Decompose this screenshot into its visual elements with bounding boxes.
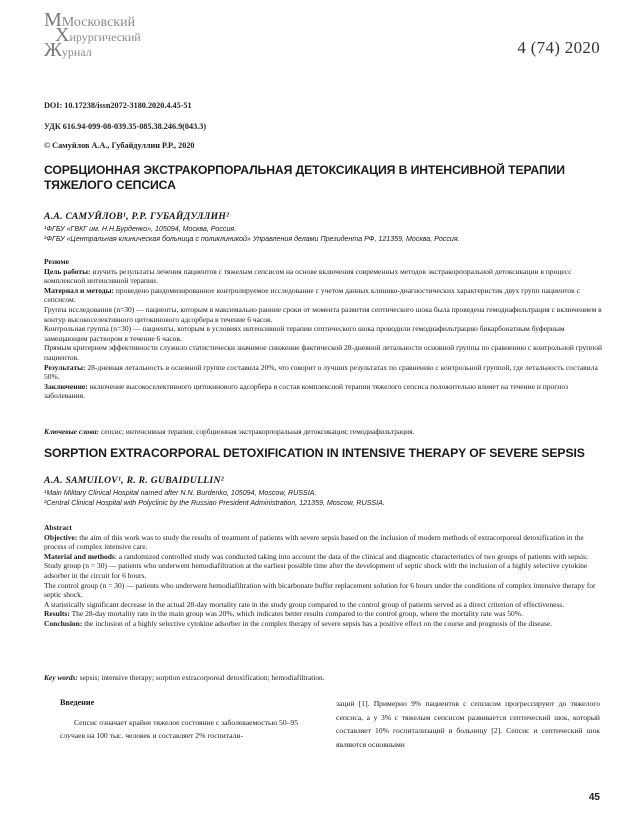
- en-conclusion: the inclusion of a highly selective cytokine adsorber in the complex therapy of severe sepsis has a positive effect on the course and prognosis of the disease.: [82, 618, 553, 628]
- ru-criterion: Прямым критерием эффективности служило статистически значимое снижение фактической 28-дневной летальности основной группы по сравнению с контрольной группой пациентов.: [44, 343, 603, 362]
- right-column: [336, 697, 600, 751]
- logo-letter-m: М: [44, 9, 62, 31]
- en-title-text: SORPTION EXTRACORPORAL DETOXIFICATION IN INTENSIVE THERAPY OF SEVERE SEPSIS: [44, 446, 585, 460]
- en-authors: A.A. SAMUILOV¹, R. R. GUBAIDULLIN²: [44, 475, 224, 486]
- ru-results-label: Результаты:: [44, 362, 86, 372]
- en-results: The 28-day mortality rate in the main group was 20%, which indicates better results compared to the control group, where the mortality rate was 50%.: [69, 609, 523, 619]
- logo-line1: Московский: [61, 15, 136, 30]
- ru-goal-label: Цель работы:: [44, 266, 91, 276]
- logo-line2: ирургический: [69, 30, 141, 44]
- ru-authors: А.А. САМУЙЛОВ¹, Р.Р. ГУБАЙДУЛЛИН²: [44, 211, 230, 222]
- udk: УДК 616.94-099-08-039.35-085.38.246.9(043.3): [44, 122, 207, 131]
- ru-title: [44, 163, 614, 193]
- en-results-label: Results:: [44, 609, 70, 619]
- ru-affiliation-1: ¹ФГБУ «ГВКГ им. Н.Н.Бурденко», 105094, Москва, Россия.: [44, 225, 237, 233]
- ru-conclusion-label: Заключение:: [44, 381, 88, 391]
- left-column: [60, 696, 310, 743]
- en-title: [44, 446, 614, 461]
- en-abstract: [44, 523, 602, 629]
- ru-results: 28-дневная летальность в основной группе составила 20%, что говорит о лучших результатах по сравнению с контрольной группой, где летальность составила 50%.: [44, 362, 598, 382]
- page-number: 45: [588, 792, 600, 803]
- en-methods: : a randomized controlled study was conducted taking into account the data of the clinical and diagnostic characteristics of two groups of patients with sepsis:: [114, 551, 589, 561]
- en-objective-label: Objective:: [44, 532, 78, 542]
- en-criterion: A statistically significant decrease in the actual 28-day mortality rate in the study group compared to the control group of patients served as a direct criterion of effectiveness.: [44, 599, 565, 609]
- en-keywords-text: sepsis; intensive therapy; sorption extracorporeal detoxification; hemodiafiltration.: [77, 673, 325, 682]
- en-keywords: [44, 673, 602, 683]
- logo-letter-kh: Х: [55, 24, 70, 46]
- en-keywords-label: Key words:: [44, 673, 78, 682]
- ru-keywords-label: Ключевые слова:: [44, 427, 99, 436]
- ru-conclusion: включение высокоселективного цитокинового адсорбера в состав комплексной терапии тяжелого сепсиса положительно влияет на течение и прогноз заболевания.: [44, 381, 569, 401]
- doi[interactable]: DOI: 10.17238/issn2072-3180.2020.4.45-51: [44, 101, 192, 110]
- ru-abstract: [44, 257, 602, 401]
- ru-affiliation-2: ²ФГБУ «Центральная клиническая больница с поликлиникой» Управления делами Президента РФ, 121359, Москва, Россия.: [44, 234, 460, 243]
- en-abstract-heading: Abstract: [44, 523, 72, 532]
- en-control-group: The control group (n = 30) — patients who underwent hemodiafiltration with bicarbonate buffer replacement solution for 6 hours under the conditions of complex intensive therapy for septic shock.: [44, 580, 596, 600]
- issue-number: 4 (74) 2020: [517, 38, 600, 57]
- en-methods-label: Material and methods: [44, 551, 115, 561]
- ru-affiliations: [44, 225, 604, 244]
- ru-methods: проведено рандомизированное контролируемое исследование с учетом данных клинико-диагностических характеристик двух групп пациентов с сепсисом.: [44, 285, 580, 305]
- ru-title-line1: СОРБЦИОННАЯ ЭКСТРАКОРПОРАЛЬНАЯ ДЕТОКСИКАЦИЯ В ИНТЕНСИВНОЙ ТЕРАПИИ: [44, 163, 565, 177]
- en-affiliations: [44, 489, 604, 508]
- journal-logo: [44, 9, 141, 61]
- left-column-text: Сепсис означает крайне тяжелое состояние с заболеваемостью 50–95 случаев на 100 тыс. человек и составляет 2% госпитали-: [60, 717, 299, 741]
- ru-goal: изучить результаты лечения пациентов с тяжелым сепсисом на основе включения современных методов экстракорпоральной детоксикации в процесс комплексной интенсивной терапии.: [44, 266, 572, 286]
- ru-title-line2: ТЯЖЕЛОГО СЕПСИСА: [44, 178, 176, 192]
- en-study-group: Study group (n = 30) — patients who underwent hemodiafiltration at the earliest possible time after the development of septic shock with the inclusion of a highly selective cytokine adsorber in the circuit for 6 hours.: [44, 561, 588, 580]
- ru-control-group: Контрольная группа (n=30) — пациенты, которым в условиях интенсивной терапии септического шока проводили гемодиафильтрацию бикарбонатным буферным замещающим раствором в течение 6 часов.: [44, 324, 565, 343]
- en-conclusion-label: Conclusion:: [44, 618, 83, 628]
- ru-keywords-text: сепсис; интенсивная терапия; сорбционная экстракорпоральная детоксикация; гемодиафильтрация.: [99, 427, 415, 436]
- en-affiliation-1: ¹Main Military Clinical Hospital named after N.N. Burdenko, 105094, Moscow, RUSSIA.: [44, 489, 317, 497]
- right-column-text: заций [1]. Примерно 9% пациентов с сепсисом прогрессируют до тяжелого сепсиса, а у 3% с тяжелым сепсисом развивается септический шок, который составляет 10% госпитализаций в больницу [2]. Сепсис и септический шок являются основными: [336, 699, 600, 749]
- logo-line3: урнал: [61, 45, 92, 59]
- copyright: © Самуйлов А.А., Губайдуллин Р.Р., 2020: [44, 141, 195, 150]
- logo-letter-zh: Ж: [44, 39, 62, 61]
- en-objective: the aim of this work was to study the results of treatment of patients with severe sepsis based on the inclusion of modern methods of extracorporeal detoxification in the process of complex intensive care.: [44, 532, 584, 552]
- ru-abstract-heading: Резюме: [44, 257, 69, 266]
- ru-study-group: Группа исследования (n=30) — пациенты, которым в максимально ранние сроки от момента развития септического шока была проведена гемодиафильтрация с включением в контур высокоселективного цитокинового адсорбера в течение 6 часов.: [44, 304, 602, 324]
- intro-heading: Введение: [60, 698, 95, 707]
- en-affiliation-2: ²Central Clinical Hospital with Polyclinic by the Russian President Administration, 121359, Moscow, RUSSIA.: [44, 498, 385, 507]
- ru-keywords: [44, 427, 602, 437]
- ru-methods-label: Материал и методы:: [44, 285, 114, 295]
